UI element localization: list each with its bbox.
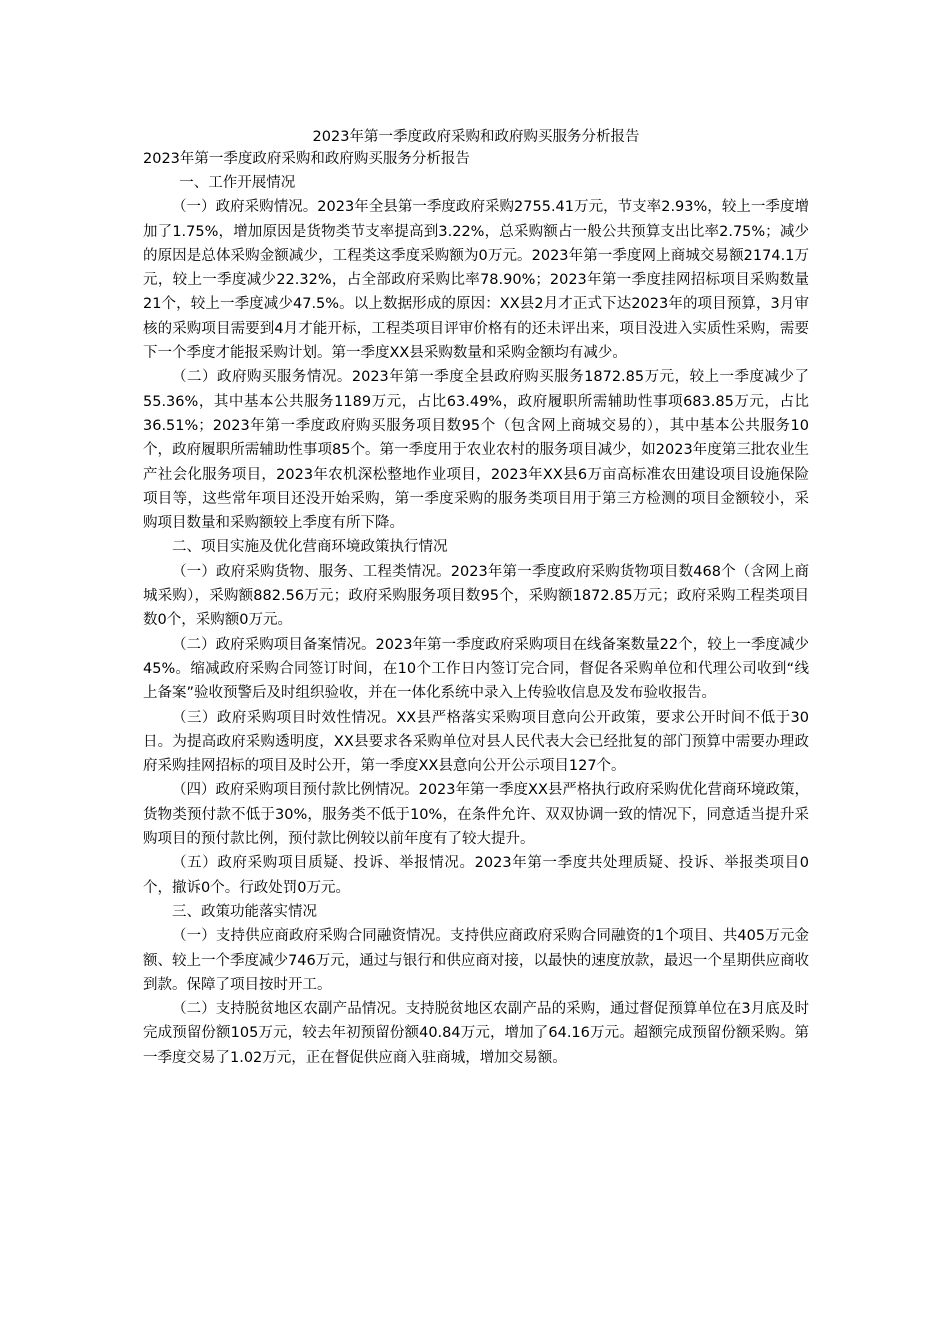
section-heading: 一、工作开展情况 [179,175,296,191]
document-subtitle: 2023年第一季度政府采购和政府购买服务分析报告 [143,151,470,167]
paragraph: （二）支持脱贫地区农副产品情况。支持脱贫地区农副产品的采购，通过督促预算单位在3月底及时完成预留份额105万元，较去年初预留份额40.84万元，增加了64.16万元。超额完成预留份额采购。第一季度交易了1.02万元，正在督促供应商入驻商城，增加交易额。 [143,1001,809,1066]
page-title: 2023年第一季度政府采购和政府购买服务分析报告 [312,129,640,145]
section-heading: 三、政策功能落实情况 [172,903,317,920]
paragraph: （五）政府采购项目质疑、投诉、举报情况。2023年第一季度共处理质疑、投诉、举报类项目0个，撤诉0个。行政处罚0万元。 [143,855,809,896]
paragraph: （一）政府采购货物、服务、工程类情况。2023年第一季度政府采购货物项目数468个（含网上商城采购），采购额882.56万元；政府采购服务项目数95个，采购额1872.85万元；政府采购工程类项目数0个，采购额0万元。 [143,563,809,629]
paragraph: （二）政府采购项目备案情况。2023年第一季度政府采购项目在线备案数量22个，较上一季度减少45%。缩减政府采购合同签订时间，在10个工作日内签订完合同，督促各采购单位和代理公司收到“线上备案”验收预警后及时组织验收，并在一体化系统中录入上传验收信息及发布验收报告。 [143,636,809,702]
section-policy-implementation [143,900,809,1070]
document-body [143,126,809,1070]
paragraph: （三）政府采购项目时效性情况。XX县严格落实采购项目意向公开政策，要求公开时间不低于30日。为提高政府采购透明度，XX县要求各采购单位对县人民代表大会已经批复的部门预算中需要办理政府采购挂网招标的项目及时公开，第一季度XX县意向公开公示项目127个。 [143,709,809,775]
section-heading: 二、项目实施及优化营商环境政策执行情况 [172,539,448,556]
paragraph: （一）政府采购情况。2023年全县第一季度政府采购2755.41万元，节支率2.93%，较上一季度增加了1.75%，增加原因是货物类节支率提高到3.22%，总采购额占一般公共预算支出比率2.75%；减少的原因是总体采购金额减少，工程类这季度采购额为0万元。2023年第一季度网上商城交易额2174.1万元，较上一季度减少22.32%，占全部政府采购比率78.90%；2023年第一季度挂网招标项目采购数量21个，较上一季度减少47.5%。以上数据形成的原因：XX县2月才正式下达2023年的项目预算，3月审核的采购项目需要到4月才能开标，工程类项目评审价格有的还未评出来，项目没进入实质性采购，需要下一个季度才能报采购计划。第一季度XX县采购数量和采购金额均有减少。 [143,199,809,362]
section-policy-execution [143,535,809,899]
section-work-progress [143,171,809,535]
paragraph: （一）支持供应商政府采购合同融资情况。支持供应商政府采购合同融资的1个项目、共405万元金额、较上一个季度减少746万元，通过与银行和供应商对接，以最快的速度放款，最迟一个星期供应商收到款。保障了项目按时开工。 [143,928,809,993]
paragraph: （二）政府购买服务情况。2023年第一季度全县政府购买服务1872.85万元，较上一季度减少了55.36%，其中基本公共服务1189万元，占比63.49%，政府履职所需辅助性事项683.85万元，占比36.51%；2023年第一季度政府购买服务项目数95个（包含网上商城交易的），其中基本公共服务10个，政府履职所需辅助性事项85个。第一季度用于农业农村的服务项目减少，如2023年度第三批农业生产社会化服务项目，2023年农机深松整地作业项目，2023年XX县6万亩高标准农田建设项目设施保险项目等，这些常年项目还没开始采购，第一季度采购的服务类项目用于第三方检测的项目金额较小，采购项目数量和采购额较上季度有所下降。 [143,369,809,532]
paragraph: （四）政府采购项目预付款比例情况。2023年第一季度XX县严格执行政府采购优化营商环境政策，货物类预付款不低于30%，服务类不低于10%，在条件允许、双双协调一致的情况下，同意适当提升采购项目的预付款比例，预付款比例较以前年度有了较大提升。 [143,782,809,848]
